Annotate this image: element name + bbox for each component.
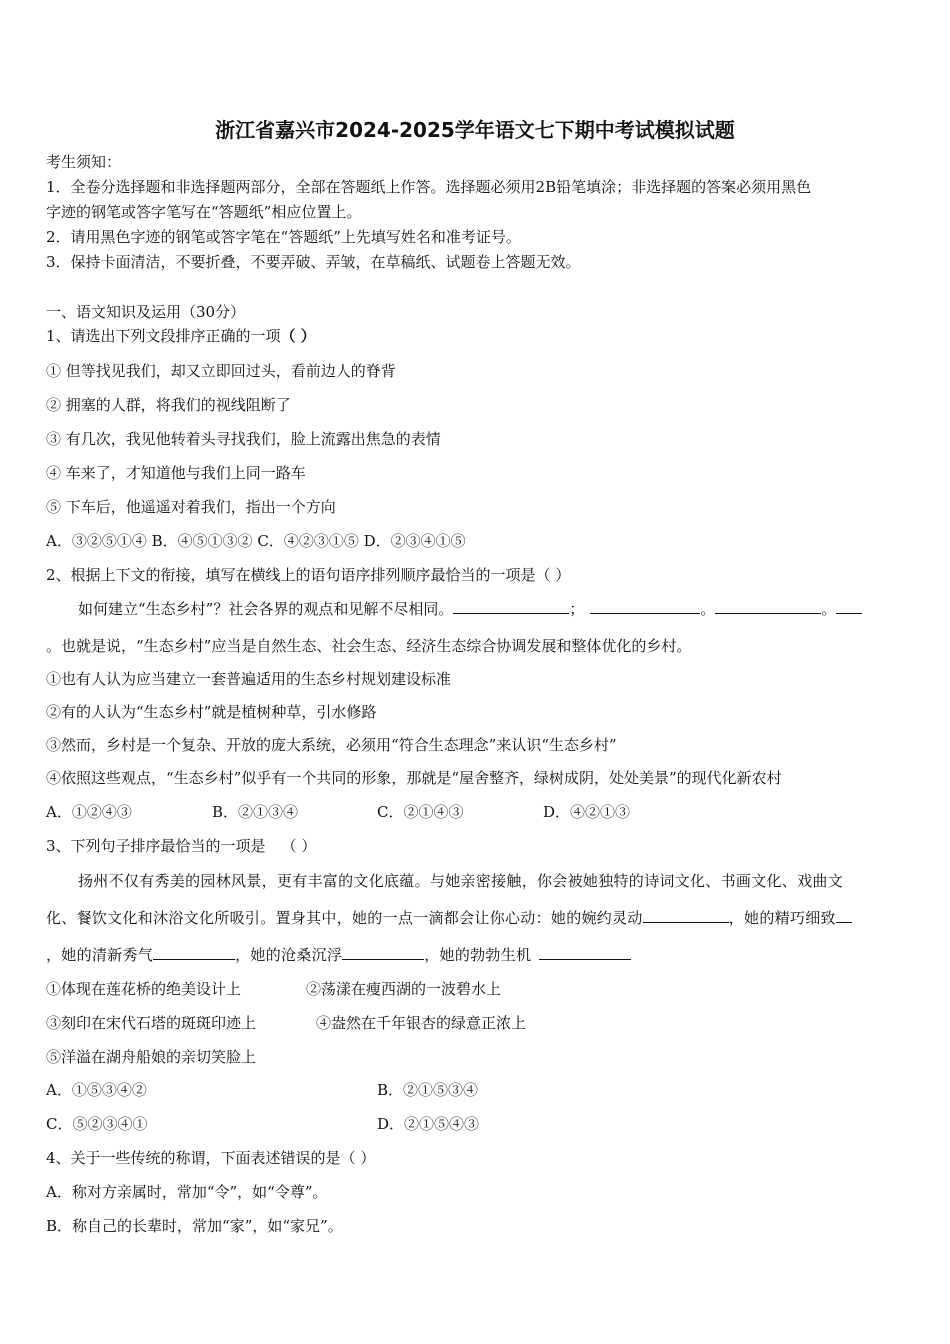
notice-item-2: 2．请用黑色字迹的钢笔或答字笔在“答题纸”上先填写姓名和准考证号。 [46,228,521,246]
q2-blank-3 [715,599,821,614]
q3-sentence-5: ⑤洋溢在湖舟船娘的亲切笑脸上 [46,1048,257,1066]
q2-option-c: C．②①④③ [377,803,464,821]
q2-sep-1: ； [569,600,585,618]
page-title: 浙江省嘉兴市2024-2025学年语文七下期中考试模拟试题 [215,118,735,142]
q2-paragraph-text: 如何建立“生态乡村”？社会各界的观点和见解不尽相同。 [78,600,454,618]
q3-paragraph-line-3c: ，她的勃勃生机 [424,946,532,964]
q1-sentence-2: ② 拥塞的人群，将我们的视线阻断了 [46,396,291,414]
q3-paren: （ ） [281,837,317,855]
q3-blank-3 [153,945,235,960]
q2-sentence-3: ③然而，乡村是一个复杂、开放的庞大系统，必须用“符合生态理念”来认识“生态乡村” [46,736,617,754]
q3-sentence-3: ③刻印在宋代石塔的斑斑印迹上 [46,1014,257,1032]
q3-paragraph-line-3b: ，她的沧桑沉浮 [235,946,343,964]
q2-paragraph-line-1 [78,599,862,619]
q3-option-d: D．②①⑤④③ [377,1115,480,1133]
q2-blank-2 [590,599,700,614]
q1-sentence-1: ① 但等找见我们，却又立即回过头，看前边人的脊背 [46,362,396,380]
q1-stem-text: 1、请选出下列文段排序正确的一项 [46,327,281,345]
q4-option-a: A．称对方亲属时，常加“令”，如“令尊”。 [46,1183,328,1201]
q3-stem [46,836,316,856]
q3-paragraph-line-3 [46,945,631,965]
q4-stem: 4、关于一些传统的称谓，下面表述错误的是（ ） [46,1149,376,1167]
notice-item-1-line-1: 1．全卷分选择题和非选择题两部分，全部在答题纸上作答。选择题必须用2B铅笔填涂；非选择题的答案必须用黑色 [46,178,812,196]
q2-blank-1 [453,599,569,614]
q1-sentence-4: ④ 车来了，才知道他与我们上同一路车 [46,464,306,482]
q3-sentence-2: ②荡漾在瘦西湖的一波碧水上 [306,980,502,998]
q1-sentence-3: ③ 有几次，我见他转着头寻找我们，脸上流露出焦急的表情 [46,430,441,448]
q3-paragraph-line-1: 扬州不仅有秀美的园林风景，更有丰富的文化底蕴。与她亲密接触，你会被她独特的诗词文化、书画文化、戏曲文 [78,872,844,890]
q2-paragraph-line-2: 。也就是说，“生态乡村”应当是自然生态、社会生态、经济生态综合协调发展和整体优化的乡村。 [46,637,692,655]
q3-paragraph-line-2a: 化、餐饮文化和沐浴文化所吸引。置身其中，她的一点一滴都会让你心动：她的婉约灵动 [46,909,643,927]
notice-item-3: 3．保持卡面清洁，不要折叠，不要弄破、弄皱，在草稿纸、试题卷上答题无效。 [46,253,581,271]
q2-sep-3: 。 [821,600,837,618]
q3-paragraph-line-2 [46,908,852,928]
q2-option-a: A．①②④③ [46,803,132,821]
q3-paragraph-line-3a: ，她的清新秀气 [46,946,154,964]
q3-paragraph-line-2b: ，她的精巧细致 [728,909,836,927]
q3-blank-5 [539,945,631,960]
q1-stem [46,326,316,346]
notice-heading: 考生须知： [46,153,122,171]
q1-options: A．③②⑤①④ B．④⑤①③② C．④②③①⑤ D．②③④①⑤ [46,532,466,550]
q3-sentence-4: ④盎然在千年银杏的绿意正浓上 [316,1014,527,1032]
q4-option-b: B．称自己的长辈时，常加“家”，如“家兄”。 [46,1217,343,1235]
q3-option-b: B．②①⑤③④ [377,1081,479,1099]
q3-blank-4 [342,945,424,960]
q1-sentence-5: ⑤ 下车后，他遥遥对着我们，指出一个方向 [46,498,336,516]
q1-paren: （ ） [280,327,316,345]
q3-blank-1 [643,908,729,923]
q2-stem: 2、根据上下文的衔接，填写在横线上的语句语序排列顺序最恰当的一项是（ ） [46,566,571,584]
q2-option-b: B．②①③④ [212,803,299,821]
q2-sentence-1: ①也有人认为应当建立一套普遍适用的生态乡村规划建设标准 [46,670,452,688]
q2-sentence-2: ②有的人认为“生态乡村”就是植树种草，引水修路 [46,703,377,721]
q2-sep-2: 。 [700,600,716,618]
q3-sentence-1: ①体现在莲花桥的绝美设计上 [46,980,242,998]
q2-blank-4 [836,599,862,614]
q3-option-c: C．⑤②③④① [46,1115,148,1133]
q2-option-d: D．④②①③ [543,803,631,821]
q3-option-a: A．①⑤③④② [46,1081,147,1099]
notice-item-1-line-2: 字迹的钢笔或答字笔写在“答题纸”相应位置上。 [46,203,362,221]
section-heading: 一、语文知识及运用（30分） [46,303,246,321]
q3-blank-2 [836,908,852,923]
q3-stem-text: 3、下列句子排序最恰当的一项是 [46,837,266,855]
q2-sentence-4: ④依照这些观点，“生态乡村”似乎有一个共同的形象，那就是“屋舍整齐，绿树成阴，处处美景”的现代化新农村 [46,769,782,787]
